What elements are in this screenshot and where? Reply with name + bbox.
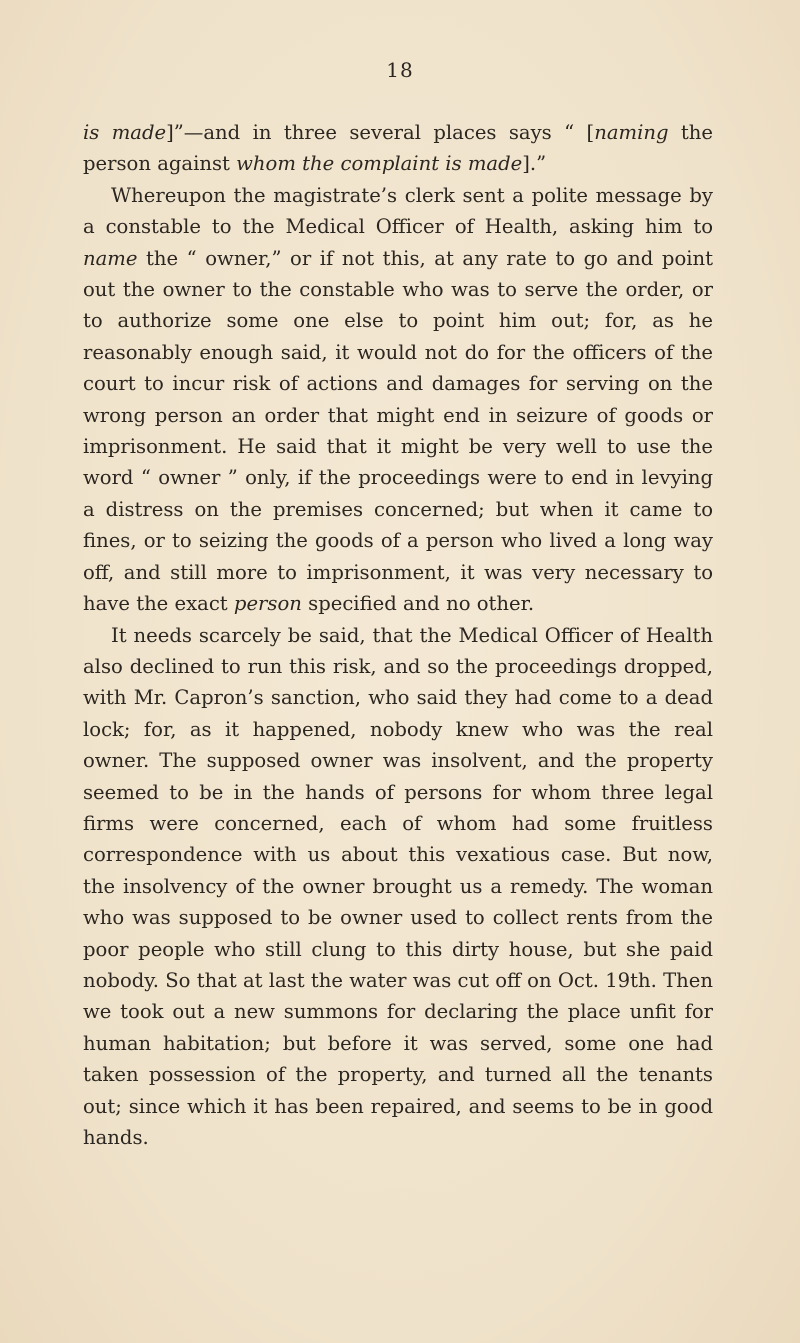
paragraph xyxy=(83,620,713,1154)
text-segment: It needs scarcely be said, that the Medical Officer of Health also declined to run this risk, and so the proceedings dropped, with Mr. Capron’s sanction, who said they had come to a dead lock; for, as it happened, nobody knew who was the real owner. The supposed owner was insolvent, and the property seemed to be in the hands of persons for whom three legal firms were concerned, each of whom had some fruitless correspondence with us about this vexatious case. But now, the insolvency of the owner brought us a remedy. The woman who was supposed to be owner used to collect rents from the poor people who still clung to this dirty house, but she paid nobody. So that at last the water was cut off on Oct. 19th. Then we took out a new summons for declaring the place unfit for human habitation; but before it was served, some one had taken possession of the property, and turned all the tenants out; since which it has been repaired, and seems to be in good hands. xyxy=(83,623,713,1149)
page-number: 18 xyxy=(386,58,414,82)
text-segment: name xyxy=(83,246,138,270)
text-segment: Whereupon the magistrate’s clerk sent a polite message by a constable to the Medical Officer of Health, asking him to xyxy=(83,183,713,239)
text-segment: ].” xyxy=(522,152,547,176)
body-text xyxy=(83,117,713,1153)
text-segment: naming xyxy=(594,121,669,144)
text-segment: whom the complaint is made xyxy=(236,152,523,176)
paragraph xyxy=(83,180,713,620)
text-segment: the “ owner,” or if not this, at any rate to go and point out the owner to the constable who was to serve the order, or to authorize some one else to point him out; for, as he reasonably enough said, it would not do for the officers of the court to incur risk of actions and damages for serving on the wrong person an order that might end in seizure of goods or imprisonment. He said that it might be very well to use the word “ owner ” only, if the proceedings were to end in levying a distress on the premises concerned; but when it came to fines, or to seizing the goods of a person who lived a long way off, and still more to imprisonment, it was very necessary to have the exact xyxy=(83,246,713,616)
text-segment: is made xyxy=(83,121,167,144)
text-segment: person xyxy=(233,592,302,616)
text-segment: ]”—and in three several places says “ [ xyxy=(166,121,595,144)
paragraph xyxy=(83,117,713,180)
text-segment: the person against xyxy=(83,121,713,176)
text-segment: specified and no other. xyxy=(301,592,535,616)
